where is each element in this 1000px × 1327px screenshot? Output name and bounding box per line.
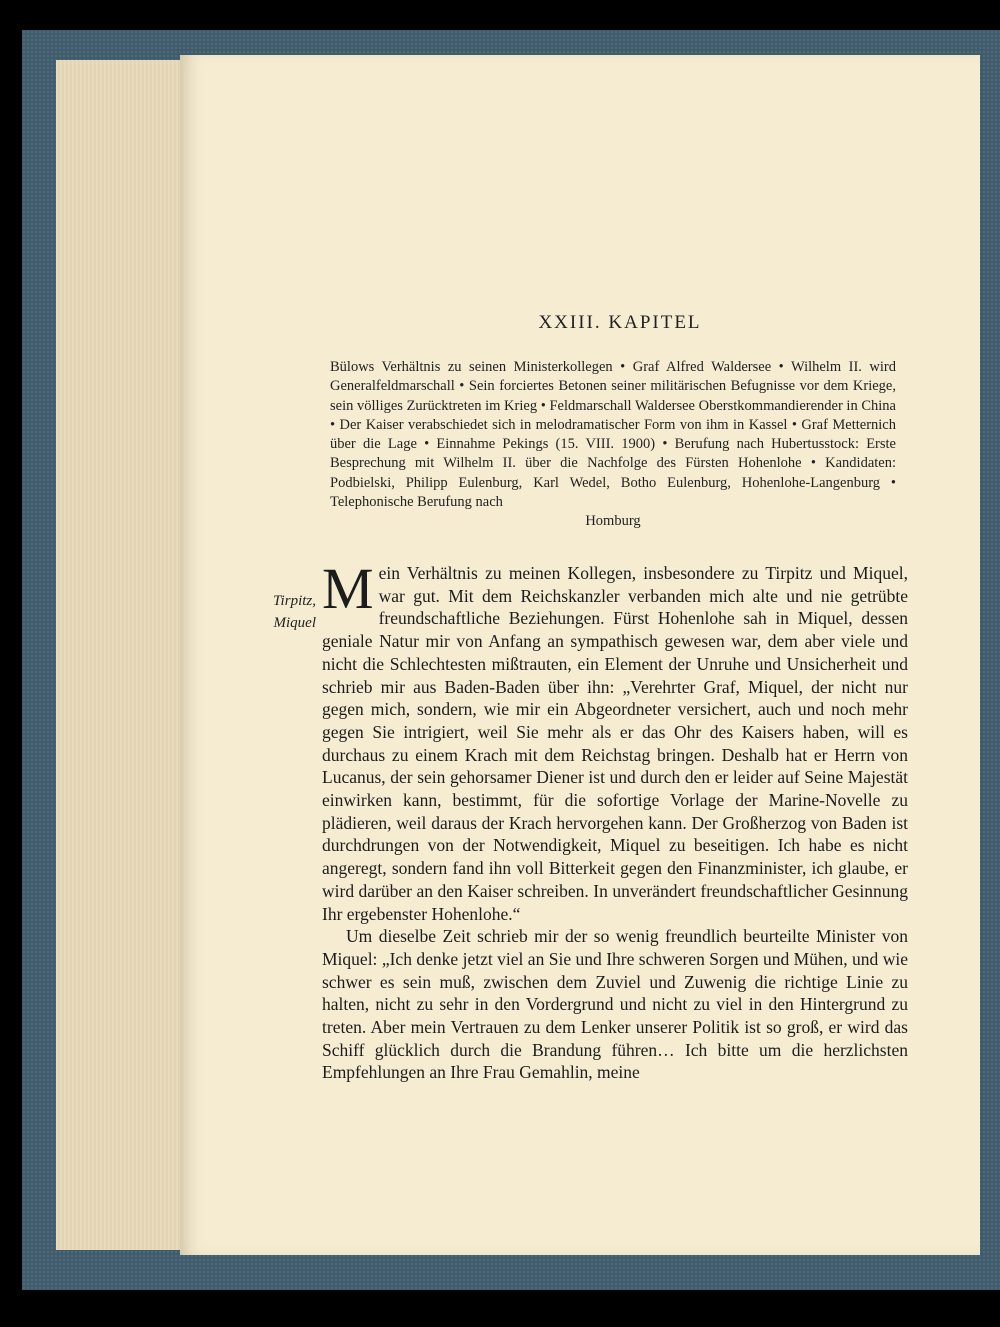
body-text <box>322 556 908 1084</box>
chapter-heading: XXIII. KAPITEL <box>538 312 702 333</box>
margin-note <box>238 590 316 634</box>
chapter-summary-last-line: Homburg <box>585 513 641 530</box>
margin-note-line-2: Miquel <box>273 615 316 631</box>
drop-cap: M <box>322 556 374 621</box>
chapter-summary <box>330 358 896 532</box>
paragraph-1 <box>322 556 908 925</box>
paragraph-1-text: ein Verhältnis zu meinen Kollegen, insbesondere zu Tirpitz und Miquel, war gut. Mit dem Reichskanzler verbanden mich alte und nie getrübte freundschaftliche Beziehungen. Fürst Hohenlohe sah in Miquel, dessen geniale Natur mir von Anfang an sympathisch gewesen war, dem aber viele und nicht die Schlechtesten mißtrauten, ein Element der Unruhe und Unsicherheit und schrieb mir aus Baden-Baden über ihn: „Verehrter Graf, Miquel, der nicht nur gegen mich, sondern, wie mir ein Abgeordneter versichert, auch und noch mehr gegen Sie intrigiert, weil Sie mehr als er das Ohr des Kaisers haben, will es durchaus zu einem Krach mit dem Reichstag bringen. Deshalb hat er Herrn von Lucanus, der sein gehorsamer Diener ist und durch den er leider auf Seine Majestät einwirken kann, bestimmt, für die sofortige Vorlage der Marine-Novelle zu plädieren, weil daraus der Krach hervorgehen kann. Der Großherzog von Baden ist durchdrungen von der Notwendigkeit, Miquel zu beseitigen. Ich habe es nicht angeregt, sondern fand ihn voll Bitterkeit gegen den Finanzminister, ich glaube, er wird darüber an den Kaiser schreiben. In unverändert freundschaftlicher Gesinnung Ihr ergebenster Hohenlohe.“ <box>322 563 908 924</box>
chapter-summary-text: Bülows Verhältnis zu seinen Ministerkollegen • Graf Alfred Waldersee • Wilhelm II. wird Generalfeldmarschall • Sein forciertes Betonen seiner militärischen Befugnisse vor dem Kriege, sein völliges Zurücktreten im Krieg • Feldmarschall Waldersee Oberstkommandierender in China • Der Kaiser verabschiedet sich in melodramatischer Form von ihm in Kassel • Graf Metternich über die Lage • Einnahme Pekings (15. VIII. 1900) • Berufung nach Hubertusstock: Erste Besprechung mit Wilhelm II. über die Nachfolge des Fürsten Hohenlohe • Kandidaten: Podbielski, Philipp Eulenburg, Karl Wedel, Botho Eulenburg, Hohenlohe-Langenburg • Telephonische Berufung nach <box>330 359 896 511</box>
margin-note-line-1: Tirpitz, <box>273 593 316 609</box>
paragraph-2: Um dieselbe Zeit schrieb mir der so wenig freundlich beurteilte Minister von Miquel: „Ich denke jetzt viel an Sie und Ihre schweren Sorgen und Mühen, und wie schwer es sein muß, zwischen dem Zuviel und Zuwenig die richtige Linie zu halten, nicht zu sehr in den Vordergrund und nicht zu viel in den Hintergrund zu treten. Aber mein Vertrauen zu dem Lenker unserer Politik ist so groß, er wird das Schiff glücklich durch die Brandung führen… Ich bitte um die herzlichsten Empfehlungen an Ihre Frau Gemahlin, meine <box>322 926 908 1083</box>
